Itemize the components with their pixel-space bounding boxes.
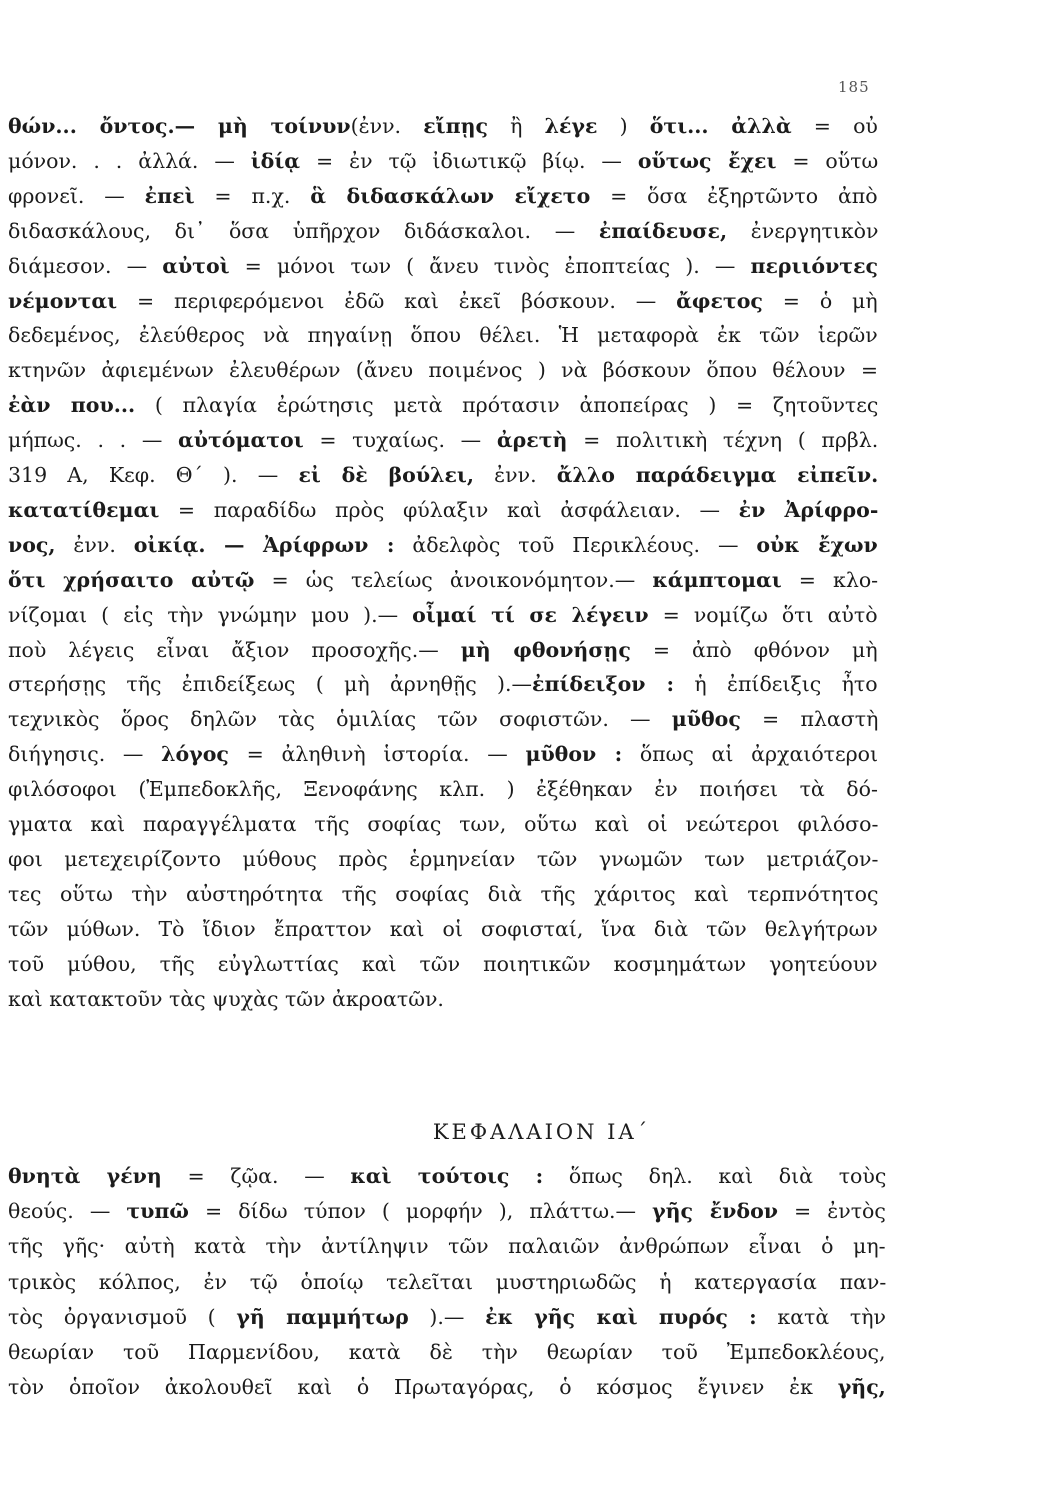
bold-term: κατατίθεμαι [8,497,160,522]
bold-term: ἐπαίδευσε, [598,218,728,243]
bold-term: εἴπῃς [423,114,488,138]
text-span: = ὡς τελείως ἀνοικονόμητον.— [254,567,653,592]
text-span: τῶν μύθων. Τὸ ἴδιον ἔπραττον καὶ οἱ σοφισταί, ἵνα διὰ τῶν θελγήτρων [8,916,878,941]
text-line [8,666,878,702]
text-span: ) [597,114,650,138]
text-span: = πολιτικὴ τέχνη ( πρβλ. [567,428,879,453]
text-span: ποὺ λέγεις εἶναι ἄξιον προσοχῆς.— [8,637,461,662]
text-span: = ἐντὸς [777,1199,886,1224]
bold-term: καὶ τούτοις : [350,1164,544,1188]
text-line [8,632,878,668]
text-span: (ἐνν. [350,114,424,138]
bold-term: ἐὰν που... [8,393,136,418]
text-span: = νομίζω ὅτι αὐτὸ [648,602,878,627]
text-span: = περιφερόμενοι ἐδῶ καὶ ἐκεῖ βόσκουν. — [117,288,677,313]
bold-term: ἐν Ἀρίφρο- [738,497,879,522]
text-span: τοῦ μύθου, τῆς εὐγλωττίας καὶ τῶν ποιητικῶν κοσμημάτων γοητεύουν [8,951,878,976]
text-line [8,178,878,214]
text-span: = δίδω τύπον ( μορφήν ), πλάττω.— [188,1199,653,1224]
text-span: = τυχαίως. — [303,428,497,453]
text-span: = παραδίδω πρὸς φύλαξιν καὶ ἀσφάλειαν. — [159,497,739,522]
text-line [8,771,878,807]
text-span: = ὅσα ἐξηρτῶντο ἀπὸ [590,183,878,208]
text-line [8,387,878,423]
text-span: στερήσῃς τῆς ἐπιδείξεως ( μὴ ἀρνηθῇς ).— [8,672,533,697]
bold-term: θών... ὄντος.— μὴ τοίνυν [8,114,351,138]
text-line [8,806,878,842]
text-span: = ἀπὸ φθόνον μὴ [630,637,878,662]
bold-term: γῆς, [837,1375,886,1400]
text-span: διήγησις. — [8,742,162,767]
text-span: δεδεμένος, ἐλεύθερος νὰ πηγαίνῃ ὅπου θέλει. Ἡ μεταφορὰ ἐκ τῶν ἱερῶν [8,323,878,348]
text-span: τεχνικὸς ὅρος δηλῶν τὰς ὁμιλίας τῶν σοφιστῶν. — [8,707,672,732]
text-line [8,143,878,179]
text-line [8,1264,886,1300]
bold-term: οἰκίᾳ. — Ἀρίφρων : [133,532,395,557]
bold-term: ἃ διδασκάλων εἴχετο [310,183,591,208]
text-line [8,1228,886,1264]
text-span: φρονεῖ. — [8,183,145,208]
bold-term: περιιόντες [750,253,879,278]
text-span: τὸν ὁποῖον ἀκολουθεῖ καὶ ὁ Πρωταγόρας, ὁ κόσμος ἔγινεν ἐκ [8,1375,838,1400]
text-line [8,841,878,877]
text-span: καὶ κατακτοῦν τὰς ψυχὰς τῶν ἀκροατῶν. [8,986,444,1011]
text-line [8,422,878,458]
bold-term: γῆ παμμήτωρ [236,1304,409,1329]
bold-term: αὐτόματοι [178,428,304,453]
text-span: = ἐν τῷ ἰδιωτικῷ βίῳ. — [300,148,638,173]
bold-term: ἐπίδειξον : [532,672,675,697]
text-span: ἀδελφὸς τοῦ Περικλέους. — [394,532,757,557]
text-line [8,597,878,633]
text-line [8,1193,886,1229]
text-span: γματα καὶ παραγγέλματα τῆς σοφίας των, οὕτω καὶ οἱ νεώτεροι φιλόσο- [8,812,879,836]
bold-term: ἄφετος [676,288,763,313]
bold-term: λέγε [544,114,598,138]
text-span: = μόνοι των ( ἄνευ τινὸς ἐποπτείας ). — [229,253,751,278]
text-span: κτηνῶν ἀφιεμένων ἐλευθέρων (ἄνευ ποιμένος ) νὰ βόσκουν ὅπου θέλουν = [8,358,879,383]
text-span: = οὕτω [776,148,879,173]
text-span: ἐνεργητικὸν [727,218,879,243]
text-line [8,283,878,319]
text-line [8,352,878,388]
bold-term: οὐκ ἔχων [756,532,878,557]
text-line [8,213,878,249]
text-span: ἢ [487,114,545,138]
text-line [8,1158,886,1194]
text-line [8,1299,886,1335]
bold-term: νέμονται [8,288,118,313]
bold-term: ἐπεὶ [144,183,195,208]
text-span: = κλο- [781,567,879,592]
bold-term: τυπῶ [126,1199,189,1224]
bold-term: αὐτοὶ [162,253,230,278]
text-span: θεωρίαν τοῦ Παρμενίδου, κατὰ δὲ τὴν θεωρίαν τοῦ Ἐμπεδοκλέους, [8,1340,886,1364]
bold-term: νος, [8,532,56,557]
text-span: μήπως. . . — [8,428,179,453]
text-line [8,701,878,737]
text-line [8,981,444,1017]
text-line [8,457,878,493]
text-span: = π.χ. [194,183,311,208]
text-span: τῆς γῆς· αὐτὴ κατὰ τὴν ἀντίληψιν τῶν παλαιῶν ἀνθρώπων εἶναι ὁ μη- [8,1234,886,1259]
text-span: ἡ ἐπίδειξις ἦτο [674,672,878,697]
bold-term: ἄλλο παράδειγμα εἰπεῖν. [556,463,879,487]
text-line [8,317,878,353]
text-span: ἐνν. [473,463,557,487]
bold-term: μὴ φθονήσῃς [460,637,631,662]
text-span: τρικὸς κόλπος, ἐν τῷ ὁποίῳ τελεῖται μυστηριωδῶς ἡ κατεργασία παν- [8,1269,887,1294]
text-line [8,1369,886,1405]
text-span: = ὁ μὴ [762,288,878,313]
bold-term: εἰ δὲ βούλει, [298,463,474,487]
text-span: κατὰ τὴν [756,1304,887,1329]
text-span: μόνον. . . ἀλλά. — [8,148,251,173]
bold-term: ἰδίᾳ [250,148,301,173]
bold-term: λόγος [161,742,229,767]
text-span: τὸς ὀργανισμοῦ ( [8,1304,237,1329]
bold-term: ὅτι χρήσαιτο αὐτῷ [8,567,255,592]
text-span: διάμεσον. — [8,253,163,278]
text-span: = ζῷα. — [161,1164,351,1188]
text-span: ὅπως αἱ ἀρχαιότεροι [622,742,879,767]
text-span: = πλαστὴ [740,707,879,732]
bold-term: ὅτι... ἀλλὰ [649,114,792,138]
bold-term: ἀρετὴ [496,428,568,453]
text-span: θεούς. — [8,1199,127,1224]
text-line [8,736,878,772]
text-line [8,1334,886,1370]
bold-term: ἐκ γῆς καὶ πυρός : [485,1304,757,1329]
bold-term: κάμπτομαι [652,567,782,592]
text-span: 319 Α, Κεφ. Θ΄ ). — [8,463,299,487]
chapter-heading: ΚΕΦΑΛΑΙΟΝ ΙΑ΄ [432,1120,651,1144]
text-line [8,946,878,982]
bold-term: θνητὰ γένη [8,1164,162,1188]
bold-term: οἶμαί τί σε λέγειν [412,602,649,627]
text-span: ἐνν. [55,532,134,557]
text-line [8,527,878,563]
text-span: φοι μετεχειρίζοντο μύθους πρὸς ἑρμηνείαν τῶν γνωμῶν των μετριάζον- [8,846,879,871]
bold-term: μῦθος [671,707,741,732]
bold-term: γῆς ἔνδον [652,1199,778,1224]
page-number: 185 [838,78,870,96]
text-line [8,492,878,528]
text-line [8,108,878,144]
text-span: ὅπως δηλ. καὶ διὰ τοὺς [543,1164,887,1188]
bold-term: μῦθον : [525,742,623,767]
text-span: διδασκάλους, δι᾽ ὅσα ὑπῆρχον διδάσκαλοι. — [8,218,599,243]
text-span: φιλόσοφοι (Ἐμπεδοκλῆς, Ξενοφάνης κλπ. ) ἐξέθηκαν ἐν ποιήσει τὰ δό- [8,777,878,802]
text-line [8,248,878,284]
bold-term: οὕτως ἔχει [637,148,777,173]
text-span: τες οὕτω τὴν αὐστηρότητα τῆς σοφίας διὰ τῆς χάριτος καὶ τερπνότητος [8,881,879,906]
text-line [8,876,878,912]
text-line [8,562,878,598]
text-span: νίζομαι ( εἰς τὴν γνώμην μου ).— [8,602,413,627]
text-span: ).— [408,1304,486,1329]
text-span: = ἀληθινὴ ἱστορία. — [228,742,526,767]
text-span: ( πλαγία ἐρώτησις μετὰ πρότασιν ἀποπείρας ) = ζητοῦντες [135,393,879,418]
text-span: = οὐ [791,114,878,138]
text-line [8,911,878,947]
